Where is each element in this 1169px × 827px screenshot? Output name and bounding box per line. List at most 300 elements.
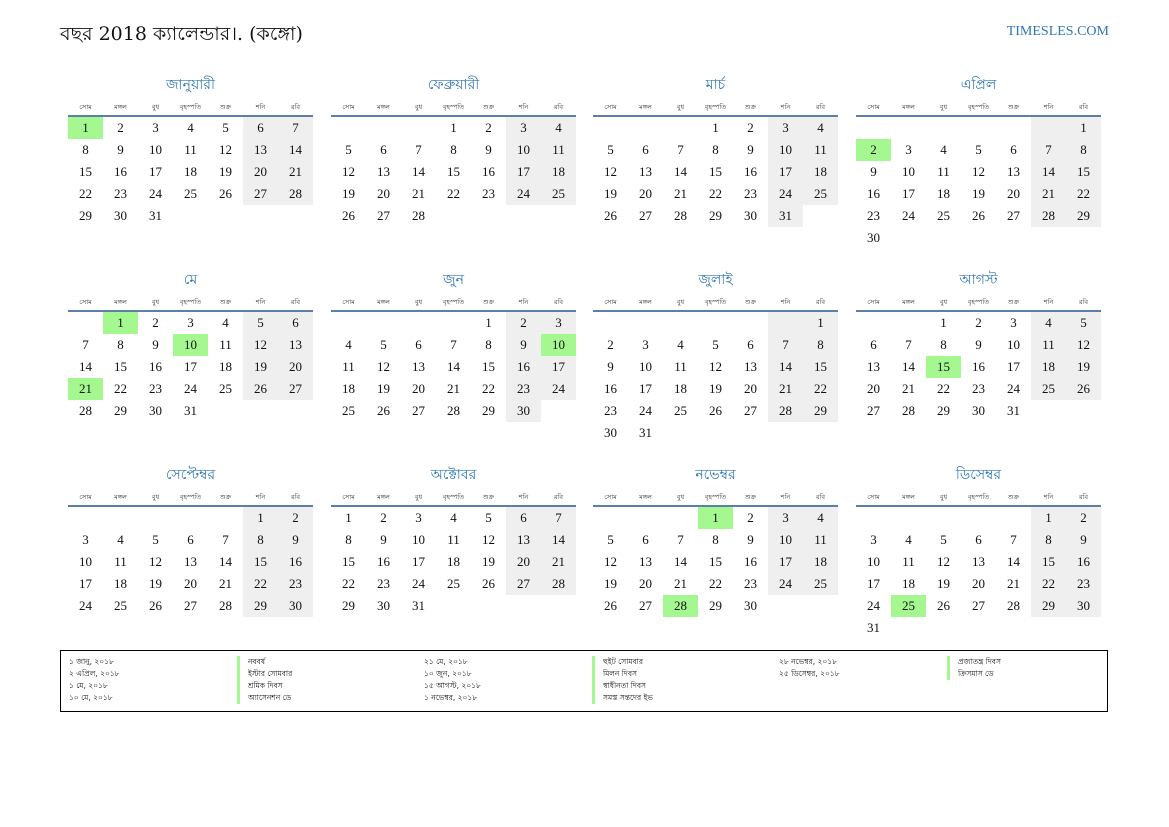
day-cell[interactable]: 8	[712, 142, 719, 157]
day-cell[interactable]: 1	[803, 312, 838, 334]
day-cell[interactable]: 19	[219, 164, 232, 179]
day-cell[interactable]: 24	[412, 576, 425, 591]
day-cell[interactable]: 5	[975, 142, 982, 157]
day-cell[interactable]: 20	[377, 186, 390, 201]
day-cell[interactable]: 29	[114, 403, 127, 418]
day-cell[interactable]: 10	[902, 164, 915, 179]
day-cell[interactable]: 9	[1066, 529, 1101, 551]
day-cell[interactable]: 17	[541, 356, 576, 378]
day-cell[interactable]: 21	[278, 161, 313, 183]
day-cell[interactable]: 15	[1066, 161, 1101, 183]
day-cell[interactable]: 3	[82, 532, 89, 547]
day-cell[interactable]: 13	[639, 164, 652, 179]
day-cell[interactable]: 21	[902, 381, 915, 396]
day-cell[interactable]: 13	[412, 359, 425, 374]
day-cell[interactable]: 17	[149, 164, 162, 179]
day-cell[interactable]: 24	[639, 403, 652, 418]
day-cell[interactable]: 2	[1066, 507, 1101, 529]
day-cell[interactable]: 21	[674, 186, 687, 201]
day-cell[interactable]: 8	[243, 529, 278, 551]
day-cell[interactable]: 26	[219, 186, 232, 201]
day-cell[interactable]: 4	[222, 315, 229, 330]
day-cell[interactable]: 6	[243, 117, 278, 139]
day-cell[interactable]: 22	[482, 381, 495, 396]
day-cell[interactable]: 25	[184, 186, 197, 201]
day-cell[interactable]: 31	[412, 598, 425, 613]
day-cell[interactable]: 2	[747, 510, 754, 525]
day-cell[interactable]: 9	[380, 532, 387, 547]
day-cell[interactable]: 9	[152, 337, 159, 352]
day-cell[interactable]: 6	[642, 532, 649, 547]
day-cell[interactable]: 25	[219, 381, 232, 396]
day-cell[interactable]: 11	[803, 139, 838, 161]
day-cell[interactable]: 12	[342, 164, 355, 179]
day-cell[interactable]: 31	[184, 403, 197, 418]
day-cell[interactable]: 29	[937, 403, 950, 418]
day-cell[interactable]: 1	[485, 315, 492, 330]
day-cell[interactable]: 27	[972, 598, 985, 613]
day-cell[interactable]: 10	[173, 334, 208, 356]
day-cell[interactable]: 17	[184, 359, 197, 374]
day-cell[interactable]: 17	[506, 161, 541, 183]
day-cell[interactable]: 31	[1007, 403, 1020, 418]
day-cell[interactable]: 24	[902, 208, 915, 223]
day-cell[interactable]: 9	[485, 142, 492, 157]
day-cell[interactable]: 30	[604, 425, 617, 440]
day-cell[interactable]: 8	[1066, 139, 1101, 161]
day-cell[interactable]: 1	[345, 510, 352, 525]
day-cell[interactable]: 26	[342, 208, 355, 223]
day-cell[interactable]: 18	[541, 161, 576, 183]
day-cell[interactable]: 12	[377, 359, 390, 374]
day-cell[interactable]: 7	[677, 532, 684, 547]
day-cell[interactable]: 3	[506, 117, 541, 139]
day-cell[interactable]: 18	[342, 381, 355, 396]
day-cell[interactable]: 18	[184, 164, 197, 179]
day-cell[interactable]: 8	[712, 532, 719, 547]
day-cell[interactable]: 19	[709, 381, 722, 396]
day-cell[interactable]: 2	[975, 315, 982, 330]
day-cell[interactable]: 16	[867, 186, 880, 201]
day-cell[interactable]: 15	[342, 554, 355, 569]
day-cell[interactable]: 5	[380, 337, 387, 352]
day-cell[interactable]: 24	[79, 598, 92, 613]
day-cell[interactable]: 6	[1010, 142, 1017, 157]
day-cell[interactable]: 15	[447, 164, 460, 179]
day-cell[interactable]: 18	[902, 576, 915, 591]
day-cell[interactable]: 8	[940, 337, 947, 352]
day-cell[interactable]: 21	[674, 576, 687, 591]
day-cell[interactable]: 19	[342, 186, 355, 201]
day-cell[interactable]: 2	[152, 315, 159, 330]
day-cell[interactable]: 23	[972, 381, 985, 396]
day-cell[interactable]: 11	[1031, 334, 1066, 356]
day-cell[interactable]: 11	[342, 359, 355, 374]
day-cell[interactable]: 12	[1066, 334, 1101, 356]
day-cell[interactable]: 29	[1031, 595, 1066, 617]
day-cell[interactable]: 26	[709, 403, 722, 418]
day-cell[interactable]: 30	[114, 208, 127, 223]
day-cell[interactable]: 9	[747, 532, 754, 547]
day-cell[interactable]: 29	[482, 403, 495, 418]
day-cell[interactable]: 17	[867, 576, 880, 591]
day-cell[interactable]: 6	[747, 337, 754, 352]
day-cell[interactable]: 10	[768, 529, 803, 551]
day-cell[interactable]: 11	[803, 529, 838, 551]
day-cell[interactable]: 7	[222, 532, 229, 547]
day-cell[interactable]: 27	[377, 208, 390, 223]
day-cell[interactable]: 30	[278, 595, 313, 617]
day-cell[interactable]: 3	[768, 507, 803, 529]
day-cell[interactable]: 29	[342, 598, 355, 613]
day-cell[interactable]: 13	[639, 554, 652, 569]
day-cell[interactable]: 28	[541, 573, 576, 595]
day-cell[interactable]: 23	[604, 403, 617, 418]
day-cell[interactable]: 9	[870, 164, 877, 179]
day-cell[interactable]: 22	[243, 573, 278, 595]
day-cell[interactable]: 22	[1031, 573, 1066, 595]
day-cell[interactable]: 4	[803, 507, 838, 529]
day-cell[interactable]: 2	[856, 139, 891, 161]
day-cell[interactable]: 13	[278, 334, 313, 356]
day-cell[interactable]: 23	[149, 381, 162, 396]
day-cell[interactable]: 11	[902, 554, 915, 569]
day-cell[interactable]: 20	[412, 381, 425, 396]
day-cell[interactable]: 21	[447, 381, 460, 396]
day-cell[interactable]: 26	[149, 598, 162, 613]
day-cell[interactable]: 14	[674, 164, 687, 179]
day-cell[interactable]: 8	[450, 142, 457, 157]
day-cell[interactable]: 26	[604, 598, 617, 613]
day-cell[interactable]: 7	[278, 117, 313, 139]
day-cell[interactable]: 2	[117, 120, 124, 135]
day-cell[interactable]: 10	[867, 554, 880, 569]
day-cell[interactable]: 11	[114, 554, 127, 569]
day-cell[interactable]: 4	[905, 532, 912, 547]
day-cell[interactable]: 30	[744, 208, 757, 223]
day-cell[interactable]: 16	[278, 551, 313, 573]
day-cell[interactable]: 14	[541, 529, 576, 551]
day-cell[interactable]: 6	[187, 532, 194, 547]
day-cell[interactable]: 9	[975, 337, 982, 352]
day-cell[interactable]: 28	[412, 208, 425, 223]
day-cell[interactable]: 23	[482, 186, 495, 201]
day-cell[interactable]: 22	[1066, 183, 1101, 205]
day-cell[interactable]: 17	[902, 186, 915, 201]
day-cell[interactable]: 29	[709, 598, 722, 613]
day-cell[interactable]: 22	[114, 381, 127, 396]
day-cell[interactable]: 17	[639, 381, 652, 396]
day-cell[interactable]: 22	[709, 576, 722, 591]
site-link[interactable]: TIMESLES.COM	[1006, 24, 1109, 39]
day-cell[interactable]: 24	[506, 183, 541, 205]
day-cell[interactable]: 1	[103, 312, 138, 334]
day-cell[interactable]: 12	[604, 554, 617, 569]
day-cell[interactable]: 8	[1031, 529, 1066, 551]
day-cell[interactable]: 15	[709, 554, 722, 569]
day-cell[interactable]: 3	[415, 510, 422, 525]
day-cell[interactable]: 26	[972, 208, 985, 223]
day-cell[interactable]: 16	[972, 359, 985, 374]
day-cell[interactable]: 23	[377, 576, 390, 591]
day-cell[interactable]: 2	[747, 120, 754, 135]
day-cell[interactable]: 25	[114, 598, 127, 613]
day-cell[interactable]: 10	[1007, 337, 1020, 352]
day-cell[interactable]: 12	[937, 554, 950, 569]
day-cell[interactable]: 13	[972, 554, 985, 569]
day-cell[interactable]: 7	[82, 337, 89, 352]
day-cell[interactable]: 28	[674, 208, 687, 223]
day-cell[interactable]: 16	[604, 381, 617, 396]
day-cell[interactable]: 3	[870, 532, 877, 547]
day-cell[interactable]: 23	[744, 576, 757, 591]
day-cell[interactable]: 18	[114, 576, 127, 591]
day-cell[interactable]: 9	[747, 142, 754, 157]
day-cell[interactable]: 12	[149, 554, 162, 569]
day-cell[interactable]: 15	[803, 356, 838, 378]
day-cell[interactable]: 7	[677, 142, 684, 157]
day-cell[interactable]: 2	[506, 312, 541, 334]
day-cell[interactable]: 26	[1066, 378, 1101, 400]
day-cell[interactable]: 26	[482, 576, 495, 591]
day-cell[interactable]: 15	[114, 359, 127, 374]
day-cell[interactable]: 15	[79, 164, 92, 179]
day-cell[interactable]: 10	[639, 359, 652, 374]
day-cell[interactable]: 16	[744, 554, 757, 569]
day-cell[interactable]: 19	[604, 576, 617, 591]
day-cell[interactable]: 7	[415, 142, 422, 157]
day-cell[interactable]: 16	[377, 554, 390, 569]
day-cell[interactable]: 8	[345, 532, 352, 547]
day-cell[interactable]: 18	[803, 551, 838, 573]
day-cell[interactable]: 1	[712, 120, 719, 135]
day-cell[interactable]: 2	[278, 507, 313, 529]
day-cell[interactable]: 28	[1031, 205, 1066, 227]
day-cell[interactable]: 9	[278, 529, 313, 551]
day-cell[interactable]: 19	[1066, 356, 1101, 378]
day-cell[interactable]: 20	[639, 576, 652, 591]
day-cell[interactable]: 15	[482, 359, 495, 374]
day-cell[interactable]: 24	[867, 598, 880, 613]
day-cell[interactable]: 20	[1007, 186, 1020, 201]
day-cell[interactable]: 12	[972, 164, 985, 179]
day-cell[interactable]: 13	[506, 529, 541, 551]
day-cell[interactable]: 28	[447, 403, 460, 418]
day-cell[interactable]: 27	[639, 208, 652, 223]
day-cell[interactable]: 10	[506, 139, 541, 161]
day-cell[interactable]: 20	[184, 576, 197, 591]
day-cell[interactable]: 14	[447, 359, 460, 374]
day-cell[interactable]: 23	[506, 378, 541, 400]
day-cell[interactable]: 14	[768, 356, 803, 378]
day-cell[interactable]: 4	[1031, 312, 1066, 334]
day-cell[interactable]: 20	[744, 381, 757, 396]
day-cell[interactable]: 18	[447, 554, 460, 569]
day-cell[interactable]: 5	[607, 532, 614, 547]
day-cell[interactable]: 25	[541, 183, 576, 205]
day-cell[interactable]: 8	[117, 337, 124, 352]
day-cell[interactable]: 30	[744, 598, 757, 613]
day-cell[interactable]: 24	[184, 381, 197, 396]
day-cell[interactable]: 31	[149, 208, 162, 223]
day-cell[interactable]: 19	[243, 356, 278, 378]
day-cell[interactable]: 20	[972, 576, 985, 591]
day-cell[interactable]: 23	[1066, 573, 1101, 595]
day-cell[interactable]: 4	[940, 142, 947, 157]
day-cell[interactable]: 3	[187, 315, 194, 330]
day-cell[interactable]: 25	[937, 208, 950, 223]
day-cell[interactable]: 26	[604, 208, 617, 223]
day-cell[interactable]: 3	[642, 337, 649, 352]
day-cell[interactable]: 28	[902, 403, 915, 418]
day-cell[interactable]: 6	[415, 337, 422, 352]
day-cell[interactable]: 11	[937, 164, 950, 179]
day-cell[interactable]: 10	[541, 334, 576, 356]
day-cell[interactable]: 17	[412, 554, 425, 569]
day-cell[interactable]: 3	[152, 120, 159, 135]
day-cell[interactable]: 24	[768, 573, 803, 595]
day-cell[interactable]: 14	[412, 164, 425, 179]
day-cell[interactable]: 7	[768, 334, 803, 356]
day-cell[interactable]: 19	[149, 576, 162, 591]
day-cell[interactable]: 28	[219, 598, 232, 613]
day-cell[interactable]: 30	[377, 598, 390, 613]
day-cell[interactable]: 5	[712, 337, 719, 352]
day-cell[interactable]: 6	[642, 142, 649, 157]
day-cell[interactable]: 6	[870, 337, 877, 352]
day-cell[interactable]: 5	[940, 532, 947, 547]
day-cell[interactable]: 30	[972, 403, 985, 418]
day-cell[interactable]: 21	[1007, 576, 1020, 591]
day-cell[interactable]: 3	[1010, 315, 1017, 330]
day-cell[interactable]: 14	[674, 554, 687, 569]
day-cell[interactable]: 23	[114, 186, 127, 201]
day-cell[interactable]: 19	[377, 381, 390, 396]
day-cell[interactable]: 16	[744, 164, 757, 179]
day-cell[interactable]: 10	[149, 142, 162, 157]
day-cell[interactable]: 20	[867, 381, 880, 396]
day-cell[interactable]: 25	[342, 403, 355, 418]
day-cell[interactable]: 5	[222, 120, 229, 135]
day-cell[interactable]: 14	[902, 359, 915, 374]
day-cell[interactable]: 14	[79, 359, 92, 374]
day-cell[interactable]: 12	[604, 164, 617, 179]
day-cell[interactable]: 5	[243, 312, 278, 334]
day-cell[interactable]: 21	[768, 378, 803, 400]
day-cell[interactable]: 2	[607, 337, 614, 352]
day-cell[interactable]: 4	[345, 337, 352, 352]
day-cell[interactable]: 14	[278, 139, 313, 161]
day-cell[interactable]: 27	[184, 598, 197, 613]
day-cell[interactable]: 14	[219, 554, 232, 569]
day-cell[interactable]: 25	[1031, 378, 1066, 400]
day-cell[interactable]: 28	[79, 403, 92, 418]
day-cell[interactable]: 18	[219, 359, 232, 374]
day-cell[interactable]: 1	[1066, 117, 1101, 139]
day-cell[interactable]: 21	[68, 378, 103, 400]
day-cell[interactable]: 30	[149, 403, 162, 418]
day-cell[interactable]: 10	[79, 554, 92, 569]
day-cell[interactable]: 6	[975, 532, 982, 547]
day-cell[interactable]: 16	[1066, 551, 1101, 573]
day-cell[interactable]: 29	[79, 208, 92, 223]
day-cell[interactable]: 28	[1007, 598, 1020, 613]
day-cell[interactable]: 18	[1031, 356, 1066, 378]
day-cell[interactable]: 23	[867, 208, 880, 223]
day-cell[interactable]: 31	[867, 620, 880, 635]
day-cell[interactable]: 24	[768, 183, 803, 205]
day-cell[interactable]: 26	[377, 403, 390, 418]
day-cell[interactable]: 9	[607, 359, 614, 374]
day-cell[interactable]: 5	[607, 142, 614, 157]
day-cell[interactable]: 19	[937, 576, 950, 591]
day-cell[interactable]: 25	[803, 183, 838, 205]
day-cell[interactable]: 1	[243, 507, 278, 529]
day-cell[interactable]: 4	[187, 120, 194, 135]
day-cell[interactable]: 18	[674, 381, 687, 396]
day-cell[interactable]: 1	[450, 120, 457, 135]
day-cell[interactable]: 26	[243, 378, 278, 400]
day-cell[interactable]: 20	[243, 161, 278, 183]
day-cell[interactable]: 11	[219, 337, 232, 352]
day-cell[interactable]: 22	[342, 576, 355, 591]
day-cell[interactable]: 12	[219, 142, 232, 157]
day-cell[interactable]: 19	[604, 186, 617, 201]
day-cell[interactable]: 3	[905, 142, 912, 157]
day-cell[interactable]: 24	[1007, 381, 1020, 396]
day-cell[interactable]: 7	[450, 337, 457, 352]
day-cell[interactable]: 15	[709, 164, 722, 179]
day-cell[interactable]: 22	[937, 381, 950, 396]
day-cell[interactable]: 5	[485, 510, 492, 525]
day-cell[interactable]: 30	[867, 230, 880, 245]
day-cell[interactable]: 11	[184, 142, 197, 157]
day-cell[interactable]: 2	[380, 510, 387, 525]
day-cell[interactable]: 14	[1031, 161, 1066, 183]
day-cell[interactable]: 26	[937, 598, 950, 613]
day-cell[interactable]: 12	[243, 334, 278, 356]
day-cell[interactable]: 7	[1031, 139, 1066, 161]
day-cell[interactable]: 17	[79, 576, 92, 591]
day-cell[interactable]: 6	[380, 142, 387, 157]
day-cell[interactable]: 22	[79, 186, 92, 201]
day-cell[interactable]: 27	[1007, 208, 1020, 223]
day-cell[interactable]: 17	[768, 551, 803, 573]
day-cell[interactable]: 10	[412, 532, 425, 547]
day-cell[interactable]: 9	[117, 142, 124, 157]
day-cell[interactable]: 13	[243, 139, 278, 161]
day-cell[interactable]: 1	[68, 117, 103, 139]
day-cell[interactable]: 23	[744, 186, 757, 201]
day-cell[interactable]: 28	[663, 595, 698, 617]
day-cell[interactable]: 25	[891, 595, 926, 617]
day-cell[interactable]: 16	[114, 164, 127, 179]
day-cell[interactable]: 11	[447, 532, 460, 547]
day-cell[interactable]: 5	[345, 142, 352, 157]
day-cell[interactable]: 30	[1066, 595, 1101, 617]
day-cell[interactable]: 21	[412, 186, 425, 201]
day-cell[interactable]: 9	[506, 334, 541, 356]
day-cell[interactable]: 19	[482, 554, 495, 569]
day-cell[interactable]: 4	[541, 117, 576, 139]
day-cell[interactable]: 28	[768, 400, 803, 422]
day-cell[interactable]: 27	[412, 403, 425, 418]
day-cell[interactable]: 16	[149, 359, 162, 374]
day-cell[interactable]: 4	[803, 117, 838, 139]
day-cell[interactable]: 18	[803, 161, 838, 183]
day-cell[interactable]: 17	[1007, 359, 1020, 374]
day-cell[interactable]: 10	[768, 139, 803, 161]
